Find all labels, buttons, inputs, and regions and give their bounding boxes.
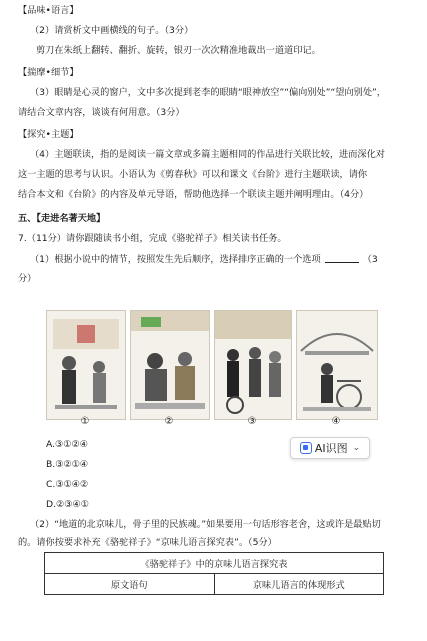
tag-theme: 【探究•主题】 [18,129,79,140]
question-7-2-line-2: 的。请你按要求补充《骆驼祥子》“京味儿语言探究表”。（5分） [18,537,277,548]
illustration-4-label: ④ [331,416,341,427]
language-table [44,552,384,595]
ai-scan-icon [300,442,312,454]
question-4-line-1: （4）主题联读，指的是阅读一篇文章或多篇主题相同的作品进行关联比较，进而深化对 [30,149,385,160]
answer-blank[interactable] [325,252,359,263]
illustration-1-icon [46,310,126,420]
question-4-line-3: 结合本文和《台阶》的内容及单元导语，帮助他选择一个联读主题并阐明理由。（4分） [18,189,369,200]
question-7-1 [30,252,409,266]
question-4-line-2: 这一主题的思考与认识。小语认为《剪春秋》可以和课文《台阶》进行主题联读，请你 [18,169,368,180]
question-7-1-score: （3 [362,254,378,265]
option-d[interactable]: D.②③④① [46,499,89,510]
option-c[interactable]: C.③①④② [46,479,89,490]
question-3-line-2: 请结合文章内容，谈谈有何用意。（3分） [18,107,185,118]
question-7-2-line-1: （2）“地道的北京味儿，骨子里的民族魂。”如果要用一句话形容老舍，这或许是最贴切 [30,519,381,530]
ai-recognize-button[interactable] [290,437,370,459]
question-2: （2）请赏析文中画横线的句子。（3分） [30,25,194,36]
question-3-line-1: （3）眼睛是心灵的窗户，文中多次提到老李的眼睛“眼神放空”“偏向别处”“望向别处”， [30,87,386,98]
question-7-1-score-tail: 分） [18,273,37,284]
tag-detail: 【揣摩•细节】 [18,67,79,78]
table-header-original: 原文语句 [45,574,215,595]
illustration-2-label: ② [164,416,174,427]
ai-button-label: AI识图 [314,442,348,455]
part-5-heading: 五、【走进名著天地】 [18,213,106,224]
illustration-1-label: ① [80,416,90,427]
illustration-3-label: ③ [247,416,257,427]
option-a[interactable]: A.③①②④ [46,439,88,450]
illustration-3-icon [214,310,292,420]
illustration-4-icon [296,310,378,420]
tag-taste-language: 【品味•语言】 [18,5,79,16]
illustration-2-icon [130,310,210,420]
question-2-quote: 剪刀在朱纸上翻转、翻折、旋转，银刃一次次精准地裁出一道道印记。 [36,45,321,56]
question-7-1-text: （1）根据小说中的情节，按照发生先后顺序，选择排序正确的一个选项 [30,254,321,265]
chevron-down-icon: ⌄ [352,443,361,453]
illustration-row [46,310,376,430]
option-b[interactable]: B.③②①④ [46,459,89,470]
table-header-form: 京味儿语言的体现形式 [214,574,384,595]
table-title: 《骆驼祥子》中的京味儿语言探究表 [45,553,384,574]
question-7: 7.（11分）请你跟随读书小组，完成《骆驼祥子》相关读书任务。 [18,233,287,244]
